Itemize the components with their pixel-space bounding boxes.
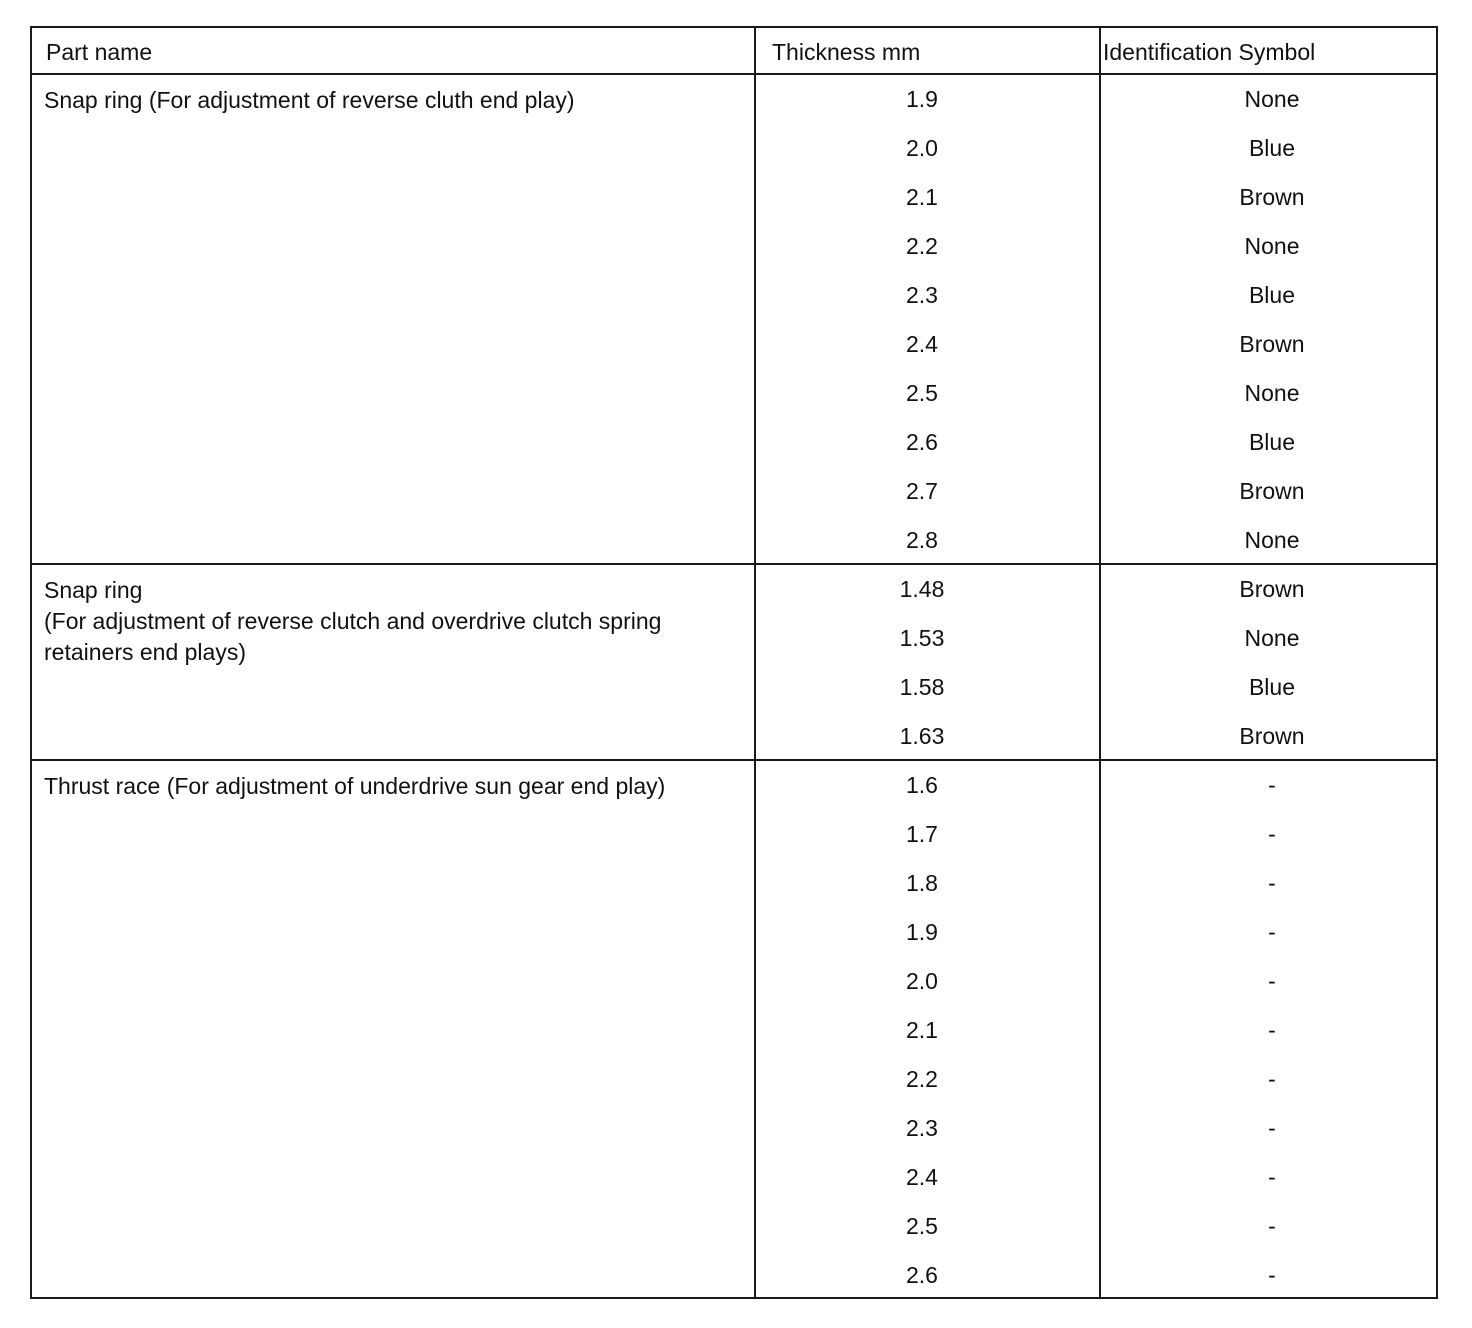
table-row: [32, 467, 1436, 516]
identification-symbol-cell: -: [1268, 1066, 1276, 1092]
part-name-cell: Snap ring (For adjustment of reverse clutch and overdrive clutch spring retainers end plays): [44, 577, 662, 665]
thickness-cell: 2.2: [906, 233, 938, 259]
table-header: [32, 28, 1436, 75]
thickness-cell: 1.63: [899, 723, 945, 749]
part-name-cell: Thrust race (For adjustment of underdrive sun gear end play): [44, 773, 666, 799]
identification-symbol-cell: -: [1268, 1017, 1276, 1043]
identification-symbol-cell: Brown: [1239, 576, 1305, 602]
header-thickness: Thickness mm: [772, 39, 921, 65]
thickness-cell: 2.3: [906, 282, 938, 308]
identification-symbol-cell: Blue: [1248, 429, 1296, 455]
identification-symbol-cell: -: [1268, 1115, 1276, 1141]
thickness-cell: 2.5: [906, 1213, 938, 1239]
thickness-cell: 1.7: [906, 821, 938, 847]
thickness-cell: 2.1: [906, 1017, 938, 1043]
parts-table: [30, 26, 1438, 1299]
table-row: [32, 1251, 1436, 1300]
table-row: [32, 1153, 1436, 1202]
thickness-cell: 2.0: [906, 968, 938, 994]
table-row: [32, 908, 1436, 957]
identification-symbol-cell: None: [1244, 86, 1300, 112]
thickness-cell: 1.53: [899, 625, 945, 651]
thickness-cell: 2.5: [906, 380, 938, 406]
table-row: [32, 663, 1436, 712]
part-group: [32, 565, 1436, 761]
table-row: [32, 957, 1436, 1006]
thickness-cell: 2.3: [906, 1115, 938, 1141]
identification-symbol-cell: -: [1268, 919, 1276, 945]
identification-symbol-cell: -: [1268, 772, 1276, 798]
table-row: [32, 222, 1436, 271]
identification-symbol-cell: -: [1268, 1164, 1276, 1190]
table-row: [32, 173, 1436, 222]
table-row: [32, 859, 1436, 908]
identification-symbol-cell: None: [1244, 233, 1300, 259]
thickness-cell: 2.8: [906, 527, 938, 553]
identification-symbol-cell: Brown: [1239, 184, 1305, 210]
header-identification-symbol: Identification Symbol: [1103, 39, 1316, 65]
table-row: [32, 1104, 1436, 1153]
table-row: [32, 516, 1436, 565]
identification-symbol-cell: Brown: [1239, 478, 1305, 504]
identification-symbol-cell: -: [1268, 870, 1276, 896]
thickness-cell: 2.4: [906, 1164, 938, 1190]
thickness-cell: 1.9: [906, 86, 938, 112]
thickness-cell: 2.0: [906, 135, 938, 161]
thickness-cell: 1.58: [899, 674, 945, 700]
thickness-cell: 1.9: [906, 919, 938, 945]
identification-symbol-cell: -: [1268, 1262, 1276, 1288]
identification-symbol-cell: Blue: [1248, 674, 1296, 700]
table-row: [32, 565, 1436, 614]
thickness-cell: 2.6: [906, 429, 938, 455]
table-row: [32, 761, 1436, 810]
identification-symbol-cell: None: [1244, 380, 1300, 406]
identification-symbol-cell: None: [1244, 527, 1300, 553]
thickness-cell: 1.48: [899, 576, 945, 602]
thickness-cell: 2.6: [906, 1262, 938, 1288]
table-row: [32, 810, 1436, 859]
identification-symbol-cell: Blue: [1248, 135, 1296, 161]
table-row: [32, 271, 1436, 320]
thickness-cell: 2.4: [906, 331, 938, 357]
table-row: [32, 124, 1436, 173]
thickness-cell: 2.7: [906, 478, 938, 504]
table-row: [32, 1006, 1436, 1055]
table-row: [32, 369, 1436, 418]
part-group: [32, 75, 1436, 565]
header-part-name: Part name: [46, 39, 153, 65]
part-group: [32, 761, 1436, 1300]
part-name-cell: Snap ring (For adjustment of reverse cluth end play): [44, 87, 575, 113]
table-row: [32, 1055, 1436, 1104]
table-row: [32, 712, 1436, 761]
identification-symbol-cell: Blue: [1248, 282, 1296, 308]
identification-symbol-cell: -: [1268, 968, 1276, 994]
thickness-cell: 2.2: [906, 1066, 938, 1092]
table-row: [32, 1202, 1436, 1251]
identification-symbol-cell: None: [1244, 625, 1300, 651]
thickness-cell: 1.8: [906, 870, 938, 896]
table-row: [32, 418, 1436, 467]
identification-symbol-cell: Brown: [1239, 723, 1305, 749]
identification-symbol-cell: -: [1268, 1213, 1276, 1239]
table-row: [32, 614, 1436, 663]
table-row: [32, 75, 1436, 124]
table-row: [32, 320, 1436, 369]
thickness-cell: 1.6: [906, 772, 938, 798]
identification-symbol-cell: Brown: [1239, 331, 1305, 357]
identification-symbol-cell: -: [1268, 821, 1276, 847]
thickness-cell: 2.1: [906, 184, 938, 210]
